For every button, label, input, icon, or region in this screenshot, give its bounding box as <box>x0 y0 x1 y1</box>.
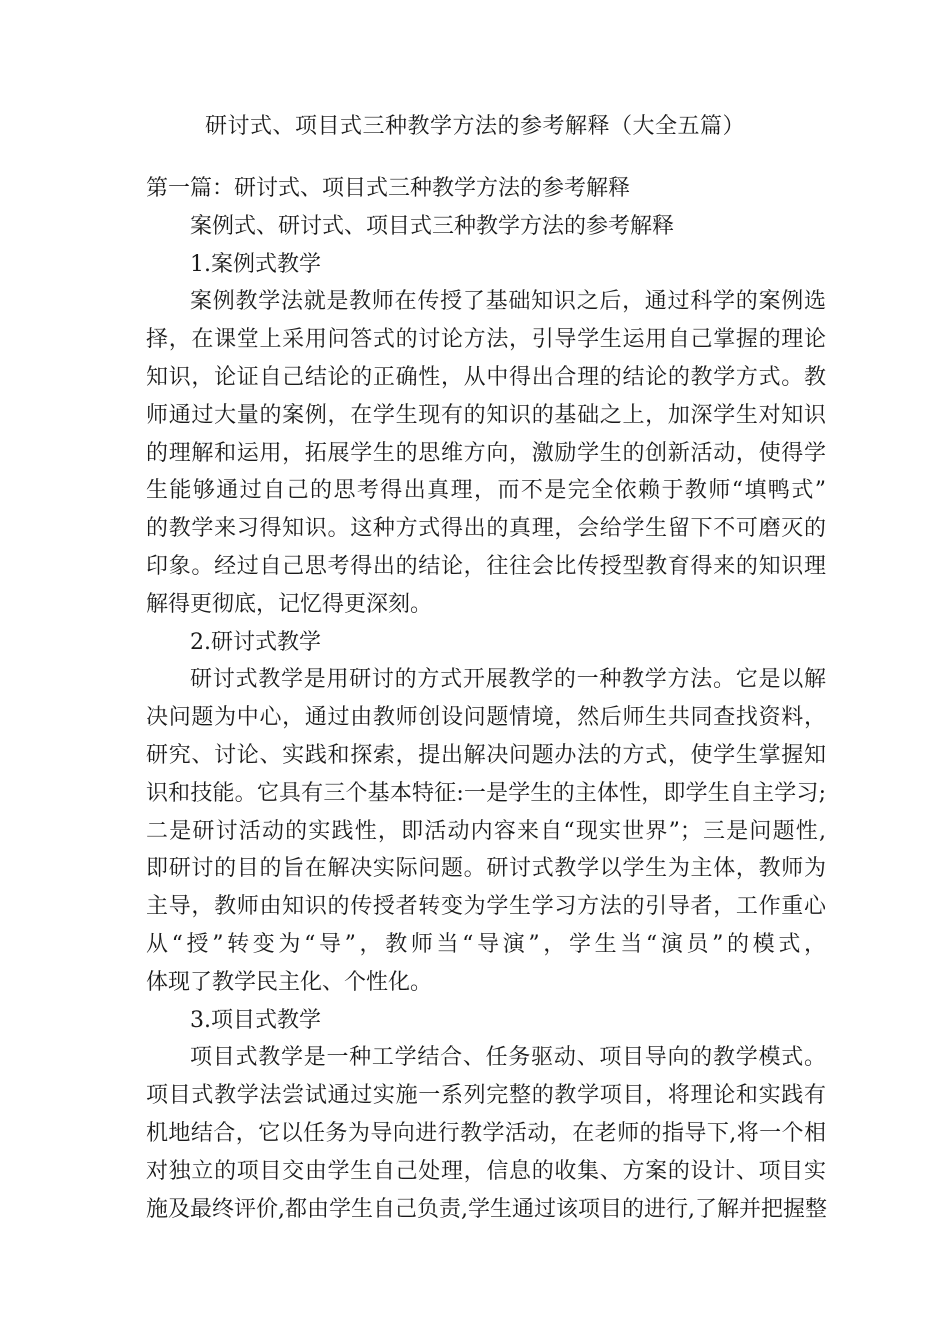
text-line: 研究、讨论、实践和探索，提出解决问题办法的方式，使学生掌握知 <box>146 742 826 768</box>
text-line: 案例教学法就是教师在传授了基础知识之后，通过科学的案例选 <box>190 289 826 315</box>
text-line: 知识，论证自己结论的正确性，从中得出合理的结论的教学方式。教 <box>146 364 826 390</box>
text-line: 项目式教学法尝试通过实施一系列完整的教学项目，将理论和实践有 <box>146 1083 826 1109</box>
text-line: 2.研讨式教学 <box>190 629 321 655</box>
text-line: 的教学来习得知识。这种方式得出的真理，会给学生留下不可磨灭的 <box>146 516 826 542</box>
text-line: 案例式、研讨式、项目式三种教学方法的参考解释 <box>190 213 675 239</box>
text-line: 二是研讨活动的实践性，即活动内容来自“现实世界”；三是问题性, <box>146 818 826 844</box>
text-line: 识和技能。它具有三个基本特征:一是学生的主体性，即学生自主学习; <box>146 780 826 806</box>
text-line: 印象。经过自己思考得出的结论，往往会比传授型教育得来的知识理 <box>146 553 826 579</box>
text-line: 项目式教学是一种工学结合、任务驱动、项目导向的教学模式。 <box>190 1045 826 1071</box>
document-body <box>146 170 826 1228</box>
text-line: 从“授”转变为“导”，教师当“导演”，学生当“演员”的模式， <box>146 931 826 957</box>
text-line: 即研讨的目的旨在解决实际问题。研讨式教学以学生为主体，教师为 <box>146 856 826 882</box>
text-line: 机地结合，它以任务为导向进行教学活动，在老师的指导下,将一个相 <box>146 1120 826 1146</box>
text-line: 1.案例式教学 <box>190 251 321 277</box>
text-line: 师通过大量的案例，在学生现有的知识的基础之上，加深学生对知识 <box>146 402 826 428</box>
text-line: 施及最终评价,都由学生自己负责,学生通过该项目的进行,了解并把握整 <box>146 1196 827 1222</box>
text-line: 研讨式教学是用研讨的方式开展教学的一种教学方法。它是以解 <box>190 667 826 693</box>
text-line: 解得更彻底，记忆得更深刻。 <box>146 591 433 617</box>
text-line: 的理解和运用，拓展学生的思维方向，激励学生的创新活动，使得学 <box>146 440 826 466</box>
text-line: 决问题为中心，通过由教师创设问题情境，然后师生共同查找资料， <box>146 705 826 731</box>
document-title: 研讨式、项目式三种教学方法的参考解释（大全五篇） <box>204 114 745 139</box>
text-line: 生能够通过自己的思考得出真理，而不是完全依赖于教师“填鸭式” <box>146 478 826 504</box>
text-line: 择，在课堂上采用问答式的讨论方法，引导学生运用自己掌握的理论 <box>146 327 826 353</box>
text-line: 体现了教学民主化、个性化。 <box>146 969 433 995</box>
text-line: 第一篇：研讨式、项目式三种教学方法的参考解释 <box>146 176 631 201</box>
text-line: 3.项目式教学 <box>190 1007 321 1033</box>
text-line: 对独立的项目交由学生自己处理，信息的收集、方案的设计、项目实 <box>146 1158 826 1184</box>
text-line: 主导，教师由知识的传授者转变为学生学习方法的引导者，工作重心 <box>146 894 826 920</box>
